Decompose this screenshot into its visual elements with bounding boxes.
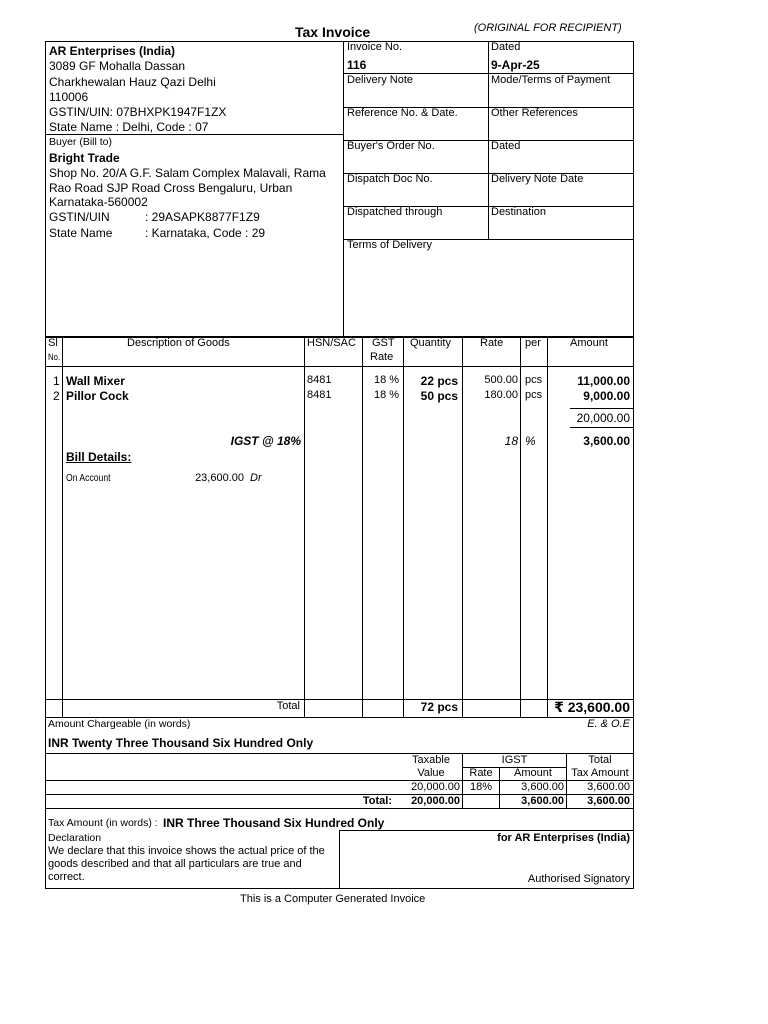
igst-rate: 18 [504, 434, 518, 448]
tax-taxable-header: Taxable [412, 754, 450, 766]
bill-details-label: Bill Details: [66, 450, 132, 464]
tax-total-total: 3,600.00 [587, 795, 630, 807]
item-per: pcs [525, 389, 543, 401]
item-si: 2 [53, 389, 60, 403]
amount-chargeable-label: Amount Chargeable (in words) [48, 718, 191, 730]
item-qty: 50 pcs [420, 389, 458, 403]
igst-label: IGST @ 18% [230, 434, 301, 448]
seller-name: AR Enterprises (India) [49, 44, 176, 58]
tax-rate-header: Rate [469, 767, 493, 779]
tax-row-total: 3,600.00 [587, 781, 630, 793]
tax-row-amount: 3,600.00 [521, 781, 564, 793]
item-description: Pillor Cock [66, 389, 129, 403]
item-rate: 500.00 [484, 374, 518, 386]
subtotal: 20,000.00 [576, 411, 630, 425]
seller-gstin: GSTIN/UIN: 07BHXPK1947F1ZX [49, 105, 227, 119]
tax-igst-header: IGST [501, 754, 528, 766]
igst-amount: 3,600.00 [583, 434, 630, 448]
on-account-label: On Account [66, 472, 111, 484]
tax-total-header: Total [588, 754, 612, 766]
seller-pincode: 110006 [49, 90, 89, 104]
terms-delivery-label: Terms of Delivery [347, 239, 432, 251]
declaration-line-3: correct. [48, 871, 85, 883]
seller-address-2: Charkhewalan Hauz Qazi Delhi [49, 75, 216, 89]
item-rate: 180.00 [484, 389, 518, 401]
tax-total-amount-header: Tax Amount [571, 767, 629, 779]
item-gst: 18 % [374, 374, 400, 386]
buyer-state-value: : Karnataka, Code : 29 [145, 226, 266, 240]
item-hsn: 8481 [307, 389, 332, 401]
tax-words-label: Tax Amount (in words) : [48, 817, 158, 829]
buyer-label: Buyer (Bill to) [49, 136, 113, 148]
buyer-state-label: State Name [49, 226, 113, 240]
tax-row-rate: 18% [469, 781, 493, 793]
tax-row-taxable: 20,000.00 [411, 781, 460, 793]
declaration-line-2: goods described and that all particulars are true and [48, 858, 302, 870]
authorised-signatory: Authorised Signatory [527, 873, 630, 885]
header-per: per [525, 337, 541, 349]
mode-terms-label: Mode/Terms of Payment [491, 74, 611, 86]
dated-value: 9-Apr-25 [491, 58, 540, 72]
tax-total-label: Total: [362, 795, 392, 807]
tax-value-header: Value [417, 767, 445, 779]
amount-in-words: INR Twenty Three Thousand Six Hundred Only [48, 736, 314, 750]
declaration-label: Declaration [48, 832, 102, 844]
for-company: for AR Enterprises (India) [497, 832, 630, 844]
item-description: Wall Mixer [66, 374, 125, 388]
on-account-dr: Dr [250, 472, 262, 484]
dispatch-doc-label: Dispatch Doc No. [347, 173, 433, 185]
item-si: 1 [53, 374, 60, 388]
other-references-label: Other References [491, 107, 578, 119]
total-qty: 72 pcs [420, 700, 458, 714]
buyer-gstin-value: : 29ASAPK8877F1Z9 [145, 210, 260, 224]
total-label: Total [276, 700, 300, 712]
tax-amount-in-words: INR Three Thousand Six Hundred Only [163, 816, 385, 830]
delivery-note-date-label: Delivery Note Date [491, 173, 584, 185]
tax-amount-header: Amount [514, 767, 552, 779]
item-gst: 18 % [374, 389, 400, 401]
igst-pct: % [525, 434, 536, 448]
header-no: No. [48, 352, 61, 363]
destination-label: Destination [491, 206, 547, 218]
invoice-no: 116 [347, 58, 367, 72]
invoice-title: Tax Invoice [295, 24, 371, 40]
header-amount: Amount [570, 337, 608, 349]
header-quantity: Quantity [410, 337, 451, 349]
buyers-order-label: Buyer's Order No. [347, 140, 435, 152]
declaration-line-1: We declare that this invoice shows the actual price of the [48, 845, 325, 857]
dispatched-through-label: Dispatched through [347, 206, 443, 218]
dated2-label: Dated [491, 140, 521, 152]
header-hsn: HSN/SAC [307, 337, 356, 349]
total-amount: ₹ 23,600.00 [554, 699, 630, 715]
delivery-note-label: Delivery Note [347, 74, 414, 86]
seller-state: State Name : Delhi, Code : 07 [49, 120, 209, 134]
invoice-no-label: Invoice No. [347, 41, 403, 53]
buyer-name: Bright Trade [49, 151, 120, 165]
dated-label: Dated [491, 41, 521, 53]
item-qty: 22 pcs [420, 374, 458, 388]
header-si: Sl [48, 337, 58, 349]
buyer-address-2: Rao Road SJP Road Cross Bengaluru, Urban [49, 181, 293, 195]
header-gst-rate: Rate [370, 351, 394, 363]
on-account-value: 23,600.00 [195, 472, 244, 484]
item-amount: 11,000.00 [577, 374, 630, 388]
computer-generated-note: This is a Computer Generated Invoice [240, 893, 426, 905]
tax-total-taxable: 20,000.00 [411, 795, 460, 807]
header-rate: Rate [480, 337, 504, 349]
seller-address-1: 3089 GF Mohalla Dassan [49, 59, 186, 73]
header-description: Description of Goods [127, 337, 230, 349]
item-amount: 9,000.00 [583, 389, 630, 403]
item-hsn: 8481 [307, 374, 332, 386]
copy-label: (ORIGINAL FOR RECIPIENT) [474, 22, 622, 34]
reference-label: Reference No. & Date. [347, 107, 458, 119]
eoe-label: E. & O.E [587, 718, 630, 730]
buyer-address-3: Karnataka-560002 [49, 195, 148, 209]
buyer-gstin-label: GSTIN/UIN [49, 210, 110, 224]
header-gst: GST [372, 337, 395, 349]
buyer-address-1: Shop No. 20/A G.F. Salam Complex Malavali, Rama [49, 166, 326, 180]
tax-total-amount: 3,600.00 [521, 795, 564, 807]
item-per: pcs [525, 374, 543, 386]
